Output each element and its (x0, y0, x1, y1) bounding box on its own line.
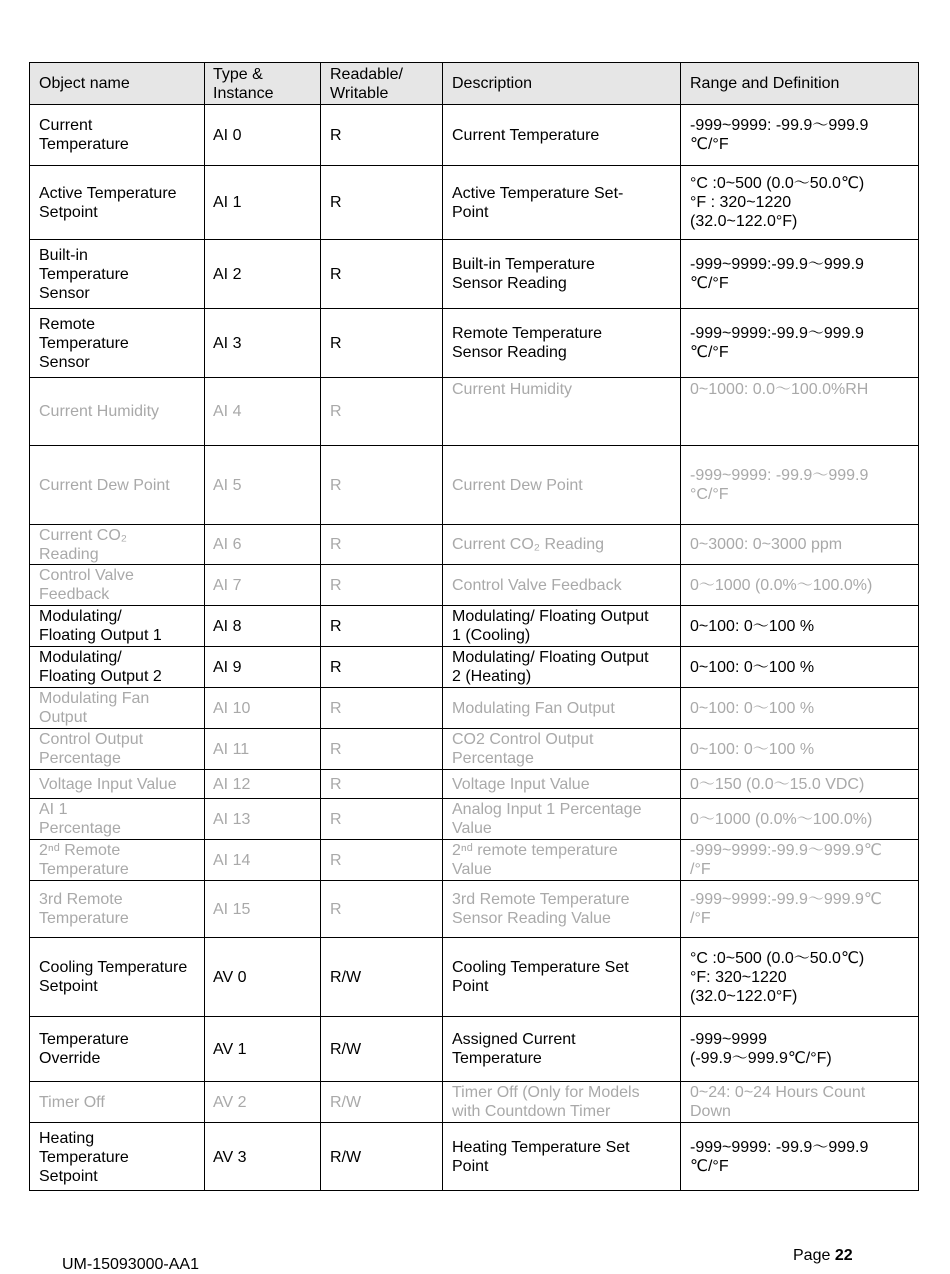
cell-type-instance (204, 1082, 320, 1122)
cell-type-instance (204, 309, 320, 377)
cell-description-text: CO2 Control Output Percentage (452, 731, 594, 767)
cell-readable-writable (320, 729, 442, 769)
cell-description (442, 770, 680, 798)
table-row (29, 524, 919, 564)
cell-readable-writable-text: R (330, 334, 342, 352)
table-header-row (29, 62, 919, 104)
cell-object-name (29, 938, 204, 1016)
cell-description-text: Modulating/ Floating Output 2 (Heating) (452, 649, 649, 685)
cell-description (442, 840, 680, 880)
cell-type-instance (204, 565, 320, 605)
cell-object-name (29, 799, 204, 839)
cell-object-name (29, 525, 204, 564)
cell-description (442, 1123, 680, 1191)
cell-description (442, 1017, 680, 1081)
cell-readable-writable-text: R (330, 265, 342, 283)
table-row (29, 239, 919, 308)
cell-readable-writable (320, 309, 442, 377)
cell-type-instance (204, 525, 320, 564)
cell-description-text: 2ⁿᵈ remote temperature Value (452, 842, 618, 878)
cell-readable-writable (320, 525, 442, 564)
cell-object-name (29, 240, 204, 308)
cell-type-instance (204, 240, 320, 308)
cell-range-definition (680, 378, 919, 445)
cell-readable-writable-text: R (330, 617, 342, 635)
cell-object-name (29, 309, 204, 377)
page-number (793, 1247, 853, 1265)
cell-range-definition (680, 446, 919, 524)
cell-type-instance-text: AI 12 (213, 775, 251, 793)
cell-readable-writable (320, 565, 442, 605)
cell-range-definition-text: 0~1000: 0.0～100.0%RH (690, 381, 869, 398)
cell-readable-writable-text: R (330, 126, 342, 144)
table-row (29, 605, 919, 646)
cell-object-name-text: Voltage Input Value (39, 775, 177, 793)
table-row (29, 880, 919, 937)
cell-range-definition-text: 0~100: 0～100 % (690, 699, 815, 717)
cell-range-definition-text: -999~9999:-99.9～999.9℃ /°F (690, 891, 882, 927)
cell-type-instance-text: AI 8 (213, 617, 242, 635)
cell-description-text: Built-in Temperature Sensor Reading (452, 256, 595, 292)
cell-description-text: Assigned Current Temperature (452, 1031, 576, 1067)
cell-type-instance (204, 446, 320, 524)
cell-range-definition (680, 105, 919, 165)
cell-type-instance (204, 881, 320, 937)
cell-type-instance-text: AI 4 (213, 403, 242, 420)
cell-description (442, 166, 680, 239)
cell-object-name-text: Current CO₂ Reading (39, 526, 128, 563)
cell-readable-writable-text: R (330, 740, 342, 758)
cell-description (442, 309, 680, 377)
cell-description-text: Heating Temperature Set Point (452, 1139, 630, 1175)
cell-type-instance-text: AI 7 (213, 576, 242, 594)
cell-object-name-text: Remote Temperature Sensor (39, 315, 129, 371)
cell-object-name (29, 1082, 204, 1122)
cell-object-name (29, 378, 204, 445)
cell-readable-writable-text: R (330, 810, 342, 828)
cell-readable-writable (320, 166, 442, 239)
cell-object-name-text: Active Temperature Setpoint (39, 184, 177, 221)
cell-description (442, 647, 680, 687)
cell-type-instance (204, 840, 320, 880)
cell-object-name-text: Current Temperature (39, 117, 129, 153)
cell-object-name (29, 1017, 204, 1081)
table-row (29, 798, 919, 839)
cell-description (442, 688, 680, 728)
table-row (29, 165, 919, 239)
cell-readable-writable (320, 647, 442, 687)
cell-object-name-text: Current Humidity (39, 403, 160, 420)
cell-object-name (29, 105, 204, 165)
cell-object-name-text: Heating Temperature Setpoint (39, 1129, 129, 1185)
table-row (29, 937, 919, 1016)
cell-type-instance-text: AI 10 (213, 699, 251, 717)
cell-object-name (29, 647, 204, 687)
cell-readable-writable (320, 1123, 442, 1191)
cell-type-instance (204, 105, 320, 165)
cell-readable-writable (320, 938, 442, 1016)
cell-description (442, 565, 680, 605)
cell-range-definition-text: 0～150 (0.0～15.0 VDC) (690, 775, 865, 793)
cell-description (442, 729, 680, 769)
cell-readable-writable (320, 881, 442, 937)
table-row (29, 445, 919, 524)
cell-range-definition-text: °C :0~500 (0.0～50.0℃) °F : 320~1220 (32.0~122.0°F) (690, 175, 865, 230)
cell-range-definition-text: °C :0~500 (0.0～50.0℃) °F: 320~1220 (32.0~122.0°F) (690, 949, 865, 1005)
cell-readable-writable (320, 770, 442, 798)
cell-readable-writable (320, 1082, 442, 1122)
cell-object-name-text: 3rd Remote Temperature (39, 891, 129, 927)
cell-description-text: 3rd Remote Temperature Sensor Reading Value (452, 891, 630, 927)
cell-description (442, 606, 680, 646)
cell-type-instance (204, 770, 320, 798)
cell-description (442, 240, 680, 308)
cell-readable-writable-text: R (330, 194, 342, 211)
cell-range-definition (680, 840, 919, 880)
table-row (29, 728, 919, 769)
cell-type-instance-text: AI 2 (213, 265, 242, 283)
cell-readable-writable (320, 840, 442, 880)
cell-description-text: Modulating Fan Output (452, 699, 615, 717)
cell-range-definition-text: -999~9999: -99.9～999.9 ℃/°F (690, 117, 869, 153)
cell-type-instance-text: AI 15 (213, 900, 251, 918)
cell-readable-writable-text: R (330, 699, 342, 717)
header-type-instance: Type & Instance (213, 65, 274, 102)
cell-object-name (29, 881, 204, 937)
table-row (29, 104, 919, 165)
cell-range-definition (680, 938, 919, 1016)
cell-object-name-text: Control Valve Feedback (39, 567, 134, 603)
header-range-definition: Range and Definition (690, 75, 840, 92)
cell-range-definition (680, 166, 919, 239)
cell-readable-writable (320, 1017, 442, 1081)
cell-object-name (29, 166, 204, 239)
cell-object-name-text: Modulating/ Floating Output 2 (39, 649, 162, 685)
cell-description-text: Active Temperature Set- Point (452, 184, 624, 221)
cell-type-instance-text: AI 9 (213, 658, 242, 676)
cell-description-text: Remote Temperature Sensor Reading (452, 325, 602, 361)
cell-object-name-text: Built-in Temperature Sensor (39, 246, 129, 302)
cell-type-instance-text: AV 0 (213, 968, 247, 986)
cell-type-instance (204, 606, 320, 646)
cell-range-definition-text: -999~9999 (-99.9～999.9℃/°F) (690, 1031, 832, 1067)
cell-readable-writable-text: R (330, 851, 342, 869)
cell-readable-writable-text: R (330, 900, 342, 918)
page-label: Page (793, 1247, 831, 1264)
cell-type-instance-text: AI 14 (213, 851, 251, 869)
cell-type-instance-text: AI 5 (213, 476, 242, 494)
cell-range-definition-text: -999~9999: -99.9～999.9 ℃/°F (690, 1139, 869, 1175)
cell-type-instance-text: AI 11 (213, 740, 250, 758)
cell-range-definition (680, 1123, 919, 1191)
cell-type-instance (204, 166, 320, 239)
cell-type-instance (204, 378, 320, 445)
cell-readable-writable-text: R/W (330, 968, 362, 986)
cell-description-text: Current CO₂ Reading (452, 536, 605, 553)
cell-object-name-text: Temperature Override (39, 1031, 129, 1067)
cell-range-definition (680, 1017, 919, 1081)
table-row (29, 646, 919, 687)
cell-object-name-text: AI 1 Percentage (39, 801, 121, 837)
cell-range-definition-text: -999~9999:-99.9～999.9 ℃/°F (690, 256, 864, 292)
cell-type-instance (204, 647, 320, 687)
cell-description (442, 799, 680, 839)
cell-range-definition-text: 0~3000: 0~3000 ppm (690, 536, 843, 553)
cell-readable-writable (320, 446, 442, 524)
cell-range-definition (680, 565, 919, 605)
cell-readable-writable (320, 378, 442, 445)
table-row (29, 1122, 919, 1191)
cell-type-instance-text: AI 1 (213, 194, 242, 211)
cell-object-name-text: Cooling Temperature Setpoint (39, 959, 188, 995)
cell-type-instance (204, 799, 320, 839)
column-divider (320, 62, 321, 1191)
cell-type-instance-text: AV 1 (213, 1040, 247, 1058)
cell-description-text: Control Valve Feedback (452, 576, 622, 594)
cell-range-definition-text: 0~100: 0～100 % (690, 658, 815, 676)
cell-readable-writable (320, 240, 442, 308)
header-readable-writable: Readable/ Writable (330, 65, 403, 102)
table-row (29, 769, 919, 798)
cell-object-name (29, 840, 204, 880)
column-divider (442, 62, 443, 1191)
cell-description-text: Current Humidity (452, 381, 573, 398)
cell-type-instance (204, 688, 320, 728)
cell-object-name (29, 446, 204, 524)
cell-type-instance-text: AI 3 (213, 334, 242, 352)
cell-description-text: Modulating/ Floating Output 1 (Cooling) (452, 608, 649, 644)
cell-range-definition-text: 0～1000 (0.0%～100.0%) (690, 576, 873, 594)
cell-type-instance-text: AI 0 (213, 126, 242, 144)
cell-type-instance (204, 1123, 320, 1191)
cell-readable-writable-text: R/W (330, 1148, 362, 1166)
cell-object-name (29, 1123, 204, 1191)
cell-readable-writable-text: R (330, 658, 342, 676)
table-row (29, 1016, 919, 1081)
cell-description-text: Current Temperature (452, 126, 600, 144)
table-row (29, 1081, 919, 1122)
cell-object-name-text: Modulating/ Floating Output 1 (39, 608, 162, 644)
cell-description-text: Current Dew Point (452, 476, 583, 494)
cell-description-text: Cooling Temperature Set Point (452, 959, 629, 995)
cell-readable-writable (320, 799, 442, 839)
cell-type-instance-text: AV 3 (213, 1148, 247, 1166)
cell-type-instance (204, 1017, 320, 1081)
column-divider (204, 62, 205, 1191)
cell-type-instance-text: AI 13 (213, 810, 251, 828)
table-row (29, 564, 919, 605)
cell-object-name-text: Modulating Fan Output (39, 690, 150, 726)
cell-description (442, 378, 680, 445)
cell-readable-writable-text: R (330, 476, 342, 494)
table-row (29, 687, 919, 728)
cell-description (442, 1082, 680, 1122)
cell-range-definition-text: 0~100: 0～100 % (690, 740, 815, 758)
cell-object-name-text: 2ⁿᵈ Remote Temperature (39, 842, 129, 878)
table-bottom-border (29, 1190, 919, 1191)
cell-readable-writable-text: R (330, 775, 342, 793)
cell-object-name (29, 770, 204, 798)
cell-range-definition (680, 606, 919, 646)
cell-description (442, 446, 680, 524)
cell-object-name-text: Control Output Percentage (39, 731, 144, 767)
cell-readable-writable-text: R (330, 536, 342, 553)
cell-type-instance (204, 729, 320, 769)
cell-readable-writable (320, 105, 442, 165)
cell-range-definition-text: 0~100: 0～100 % (690, 617, 815, 635)
cell-object-name (29, 565, 204, 605)
cell-range-definition-text: -999~9999: -99.9～999.9 °C/°F (690, 467, 869, 503)
table-row (29, 308, 919, 377)
cell-description-text: Voltage Input Value (452, 775, 590, 793)
cell-description-text: Analog Input 1 Percentage Value (452, 801, 642, 837)
page-number-value: 22 (834, 1247, 853, 1264)
cell-readable-writable-text: R/W (330, 1040, 362, 1058)
cell-range-definition-text: -999~9999:-99.9～999.9 ℃/°F (690, 325, 864, 361)
cell-description (442, 938, 680, 1016)
cell-description (442, 881, 680, 937)
cell-description-text: Timer Off (Only for Models with Countdown Timer (452, 1084, 640, 1120)
cell-type-instance-text: AV 2 (213, 1093, 247, 1111)
cell-object-name (29, 606, 204, 646)
document-id: UM-15093000-AA1 (62, 1256, 199, 1273)
cell-range-definition (680, 881, 919, 937)
header-object-name: Object name (39, 75, 130, 92)
cell-type-instance-text: AI 6 (213, 536, 242, 553)
cell-object-name (29, 729, 204, 769)
cell-readable-writable (320, 606, 442, 646)
cell-readable-writable-text: R/W (330, 1093, 362, 1111)
cell-range-definition (680, 1082, 919, 1122)
object-table (29, 62, 919, 1191)
table-row (29, 839, 919, 880)
cell-object-name-text: Current Dew Point (39, 476, 170, 494)
cell-range-definition (680, 240, 919, 308)
cell-range-definition (680, 799, 919, 839)
cell-range-definition (680, 647, 919, 687)
cell-object-name (29, 688, 204, 728)
cell-readable-writable-text: R (330, 403, 342, 420)
cell-readable-writable (320, 688, 442, 728)
table-row (29, 377, 919, 445)
cell-range-definition-text: 0～1000 (0.0%～100.0%) (690, 810, 873, 828)
cell-range-definition (680, 309, 919, 377)
column-divider (680, 62, 681, 1191)
cell-object-name-text: Timer Off (39, 1093, 105, 1111)
cell-type-instance (204, 938, 320, 1016)
cell-description (442, 105, 680, 165)
cell-range-definition-text: 0~24: 0~24 Hours Count Down (690, 1084, 866, 1120)
cell-range-definition (680, 770, 919, 798)
cell-readable-writable-text: R (330, 576, 342, 594)
cell-range-definition (680, 525, 919, 564)
header-description: Description (452, 75, 533, 92)
cell-range-definition (680, 729, 919, 769)
cell-description (442, 525, 680, 564)
cell-range-definition-text: -999~9999:-99.9～999.9℃ /°F (690, 842, 882, 878)
cell-range-definition (680, 688, 919, 728)
